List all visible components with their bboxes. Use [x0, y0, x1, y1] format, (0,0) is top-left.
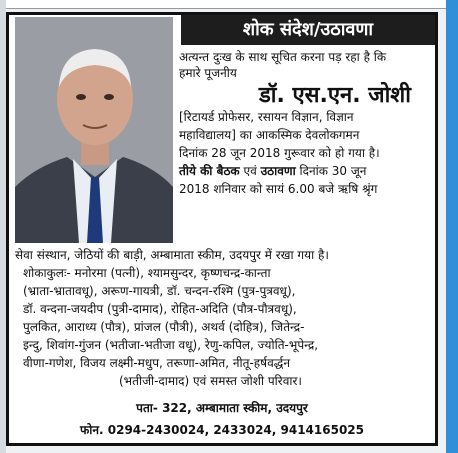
body-line-3: दिनांक 28 जून 2018 गुरूवार को हो गया है। [179, 146, 380, 160]
meeting-conj: एवं [239, 164, 261, 178]
meeting-line-1 [179, 163, 366, 179]
mourners-line-6: वीणा-गणेश, विजय लक्ष्मी-मधुप, तरूणा-अमित, नीतू-हर्षवर्द्धन [23, 356, 291, 370]
meeting-date: दिनांक 30 जून [295, 164, 367, 178]
mourners-line-7: (भतीजी-दामाद) एवं समस्त जोशी परिवार। [119, 374, 302, 388]
mourners-line-1: शोकाकुलः- मनोरमा (पत्नी), श्यामसुन्दर, कृष्णचन्द्र-कान्ता [23, 266, 271, 280]
intro-line-2: हमारे पूजनीय [179, 66, 237, 80]
body-line-1: [रिटायर्ड प्रोफेसर, रसायन विज्ञान, विज्ञान [179, 110, 354, 124]
intro-line-1: अत्यन्त दुःख के साथ सूचित करना पड़ रहा है कि [179, 50, 387, 64]
mourners-line-2: (भ्राता-भ्रातावधू), अरूण-गायत्री, डॉ. चन्दन-रश्मि (पुत्र-पुत्रवधू), [23, 284, 296, 298]
portrait-illustration [15, 17, 173, 243]
phone-numbers: फोन. 0294-2430024, 2433024, 9414165025 [80, 423, 364, 437]
top-rule [0, 0, 458, 9]
portrait-photo [15, 17, 173, 243]
obituary-notice [6, 12, 438, 446]
notice-header: शोक संदेश/उठावणा [181, 15, 435, 45]
meeting-label-uthavna: उठावणा [260, 164, 296, 178]
mourners-line-4: पुलकित, आराध्य (पौत्र), प्रांजल (पौत्री), अथर्व (दोहित्र), जितेन्द्र- [23, 320, 305, 334]
address: पता- 322, अम्बामाता स्कीम, उदयपुर [136, 401, 308, 415]
body-line-2: महाविद्यालय] का आकस्मिक देवलोकगमन [179, 128, 360, 142]
meeting-label-tiye: तीये की बैठक [179, 164, 240, 178]
mourners-line-5: इन्दु, शिवांग-गुंजन (भतीजा-भतीजा वधू), रेणु-कपिल, ज्योति-भूपेन्द्र, [23, 338, 319, 352]
meeting-line-3: सेवा संस्थान, जेठियों की बाड़ी, अम्बामाता स्कीम, उदयपुर में रखा गया है। [15, 248, 329, 262]
meeting-line-2: 2018 शनिवार को सायं 6.00 बजे ऋषि श्रृंग [179, 182, 378, 196]
right-blue-strip [446, 0, 458, 453]
mourners-line-3: डॉ. वन्दना-जयदीप (पुत्री-दामाद), रोहित-अदिति (पौत्र-पौत्रवधू), [23, 302, 297, 316]
deceased-name: डॉ. एस.एन. जोशी [259, 83, 411, 108]
